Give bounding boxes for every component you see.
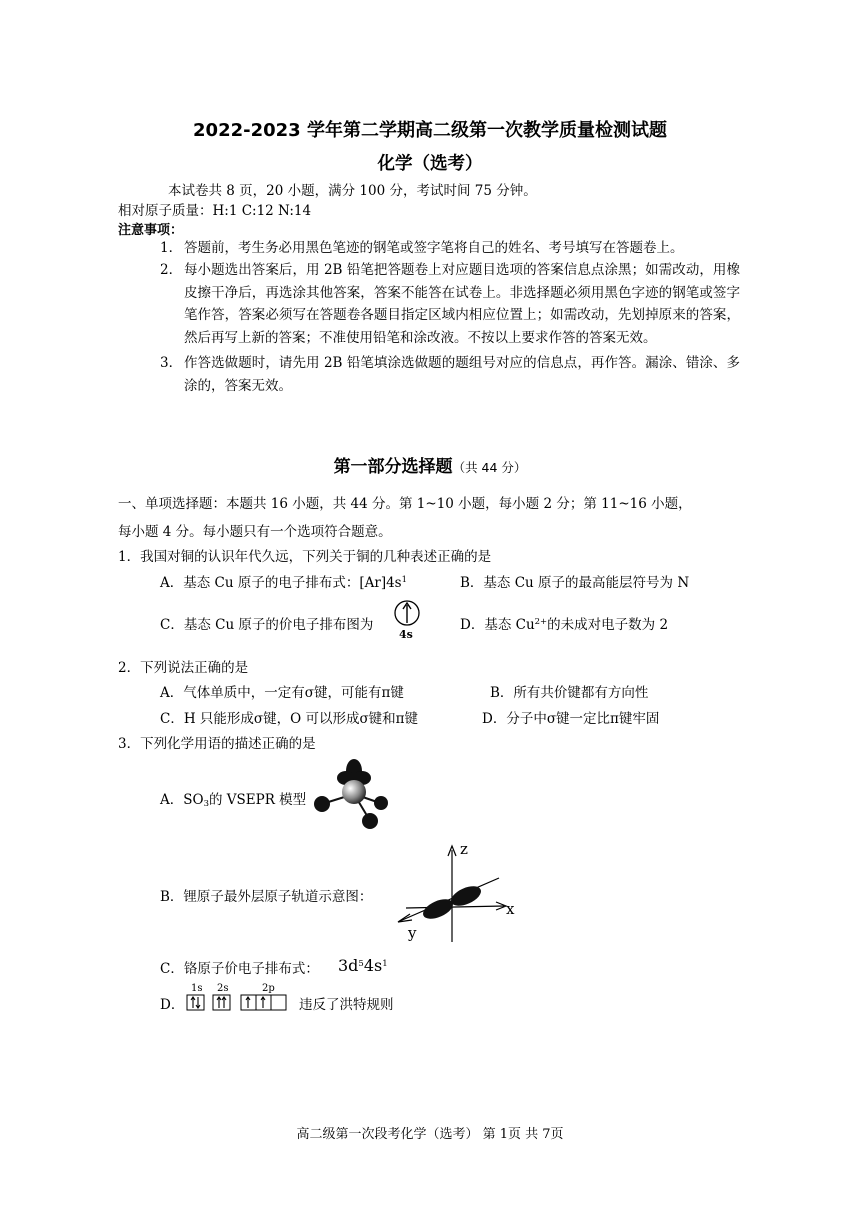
q3-option-d-label: D． (160, 997, 185, 1013)
q1-option-a: A．基态 Cu 原子的电子排布式：$[Ar]4s^1$ (160, 575, 408, 591)
orbital-box-diagram (184, 982, 294, 1016)
note-item-2 (160, 259, 740, 349)
orbital-2p-label: 2p (262, 983, 275, 994)
exam-subject: 化学（选考） (377, 154, 483, 174)
q3-option-c: C．铬原子价电子排布式： (160, 961, 319, 977)
notes-heading: 注意事项： (118, 223, 184, 238)
note-text: 作答选做题时，请先用 2B 铅笔填涂选做题的题组号对应的信息点，再作答。漏涂、错涂、多涂的，答案无效。 (184, 355, 740, 394)
note-item-1 (160, 237, 740, 260)
part1-instruction-line2: 每小题 4 分。每小题只有一个选项符合题意。 (118, 524, 392, 540)
page-footer: 高二级第一次段考化学（选考） 第 1页 共 7页 (296, 1127, 564, 1142)
q1-option-b: B．基态 Cu 原子的最高能层符号为 N (460, 575, 690, 591)
q3-option-d-text: 违反了洪特规则 (299, 997, 394, 1013)
q2-option-d: D．分子中σ键一定比π键牢固 (482, 711, 660, 727)
axis-z-label: z (460, 840, 468, 858)
note-item-3 (160, 352, 740, 397)
q2-option-c: C．H 只能形成σ键，O 可以形成σ键和π键 (160, 711, 419, 727)
q2-option-a: A．气体单质中，一定有σ键，可能有π键 (160, 685, 404, 701)
part1-instruction-line1: 一、单项选择题：本题共 16 小题，共 44 分。第 1~10 小题，每小题 2 分；第 11~16 小题， (118, 496, 692, 512)
q1-option-d: D．基态 $Cu^{2+}$的未成对电子数为 2 (460, 617, 669, 633)
orbital-2s-label: 2s (217, 983, 229, 994)
part1-heading (0, 452, 860, 477)
atomic-mass-line: 相对原子质量：H:1 C:12 N:14 (118, 203, 312, 219)
orbital-1s-label: 1s (191, 983, 203, 994)
chromium-configuration: $3d^54s^1$ (338, 956, 388, 975)
q3-stem: 3．下列化学用语的描述正确的是 (118, 736, 316, 752)
q1-option-c: C．基态 Cu 原子的价电子排布图为 (160, 617, 374, 633)
exam-intro: 本试卷共 8 页，20 小题，满分 100 分，考试时间 75 分钟。 (168, 183, 537, 199)
lithium-orbital-diagram (396, 838, 536, 944)
orbital-4s-label: 4s (399, 628, 413, 641)
q2-option-b: B．所有共价键都有方向性 (490, 685, 649, 701)
q1-stem: 1．我国对铜的认识年代久远，下列关于铜的几种表述正确的是 (118, 549, 492, 565)
note-text: 答题前，考生务必用黑色笔迹的钢笔或签字笔将自己的姓名、考号填写在答题卷上。 (184, 240, 684, 256)
exam-title: 2022-2023 学年第二学期高二级第一次教学质量检测试题 (193, 120, 667, 141)
part1-score: （共 44 分） (452, 460, 527, 475)
note-number: 3． (160, 355, 183, 371)
part1-title: 第一部分选择题 (333, 457, 453, 477)
note-text: 每小题选出答案后，用 2B 铅笔把答题卷上对应题目选项的答案信息点涂黑；如需改动，用橡皮擦干净后，再选涂其他答案，答案不能答在试卷上。非选择题必须用黑色字迹的钢笔或签字笔作答，答案必须写在答题卷各题目指定区域内相应位置上；如需改动，先划掉原来的答案，然后再写上新的答案；不准使用铅笔和涂改液。不按以上要求作答的答案无效。 (184, 262, 740, 346)
orbital-4s-diagram (392, 597, 422, 643)
q3-option-b: B．锂原子最外层原子轨道示意图： (160, 889, 373, 905)
note-number: 2． (160, 262, 183, 278)
note-number: 1． (160, 240, 183, 256)
axis-y-label: y (408, 924, 417, 942)
q3-option-a: A．$SO_3$的 VSEPR 模型 (160, 792, 307, 809)
vsepr-model-image (310, 754, 390, 834)
axis-x-label: x (506, 900, 515, 918)
q2-stem: 2．下列说法正确的是 (118, 660, 249, 676)
